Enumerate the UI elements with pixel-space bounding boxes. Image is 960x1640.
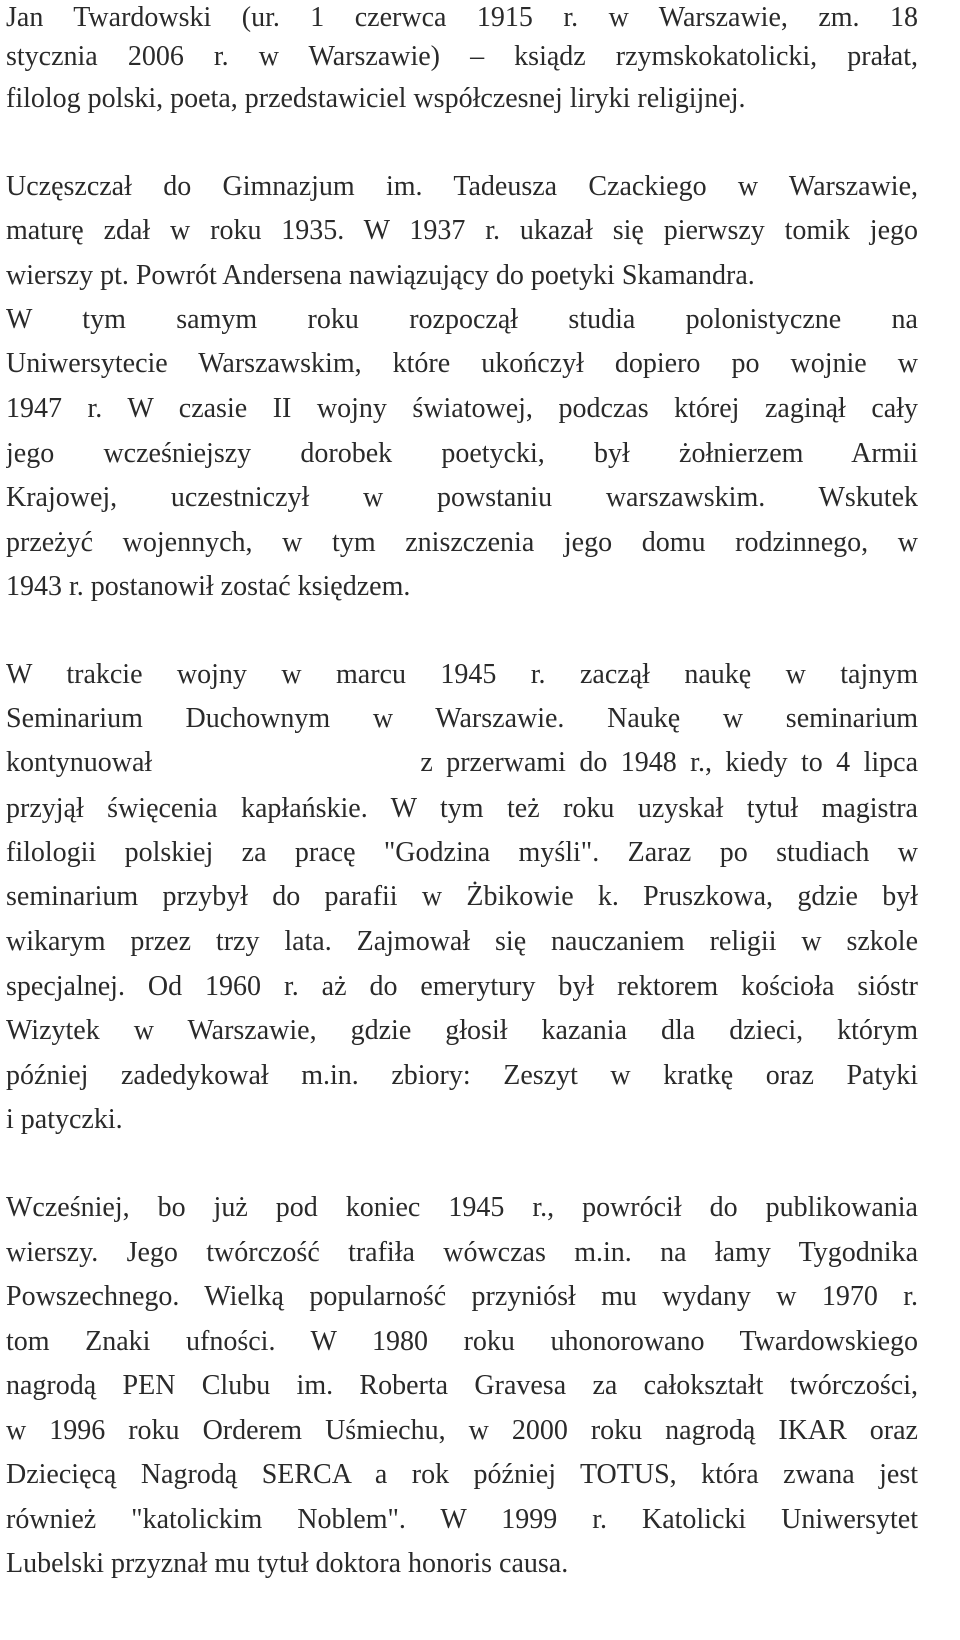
text-line: 1943 r. postanowił zostać księdzem.: [6, 571, 411, 602]
text-line: nagrodą PEN Clubu im. Roberta Gravesa za całokształt twórczości,: [6, 1370, 918, 1401]
text-line: później zadedykował m.in. zbiory: Zeszyt w kratkę oraz Patyki: [6, 1060, 918, 1091]
text-line: Wcześniej, bo już pod koniec 1945 r., powrócił do publikowania: [6, 1192, 918, 1223]
text-line: Uczęszczał do Gimnazjum im. Tadeusza Czackiego w Warszawie,: [6, 171, 918, 202]
text-line: przeżyć wojennych, w tym zniszczenia jego domu rodzinnego, w: [6, 527, 918, 558]
text-line: kontynuował z przerwami do 1948 r., kiedy to 4 lipca: [6, 747, 918, 778]
text-line: wikarym przez trzy lata. Zajmował się nauczaniem religii w szkole: [6, 926, 918, 957]
text-line: Wizytek w Warszawie, gdzie głosił kazania dla dzieci, którym: [6, 1015, 918, 1046]
text-line: seminarium przybył do parafii w Żbikowie k. Pruszkowa, gdzie był: [6, 881, 918, 912]
text-line: Seminarium Duchownym w Warszawie. Naukę w seminarium: [6, 703, 918, 734]
text-line: specjalnej. Od 1960 r. aż do emerytury był rektorem kościoła sióstr: [6, 971, 918, 1002]
text-line: Jan Twardowski (ur. 1 czerwca 1915 r. w Warszawie, zm. 18: [6, 2, 918, 33]
text-line: W tym samym roku rozpoczął studia polonistyczne na: [6, 304, 918, 335]
text-line: wierszy pt. Powrót Andersena nawiązujący do poetyki Skamandra.: [6, 260, 755, 291]
text-line: Uniwersytecie Warszawskim, które ukończył dopiero po wojnie w: [6, 348, 918, 379]
text-line: jego wcześniejszy dorobek poetycki, był żołnierzem Armii: [6, 438, 918, 469]
text-line: maturę zdał w roku 1935. W 1937 r. ukazał się pierwszy tomik jego: [6, 215, 918, 246]
text-line: filologii polskiej za pracę "Godzina myśli". Zaraz po studiach w: [6, 837, 918, 868]
text-line: tom Znaki ufności. W 1980 roku uhonorowano Twardowskiego: [6, 1326, 918, 1357]
text-line: Krajowej, uczestniczył w powstaniu warszawskim. Wskutek: [6, 482, 918, 513]
text-line: w 1996 roku Orderem Uśmiechu, w 2000 roku nagrodą IKAR oraz: [6, 1415, 918, 1446]
text-line: i patyczki.: [6, 1104, 123, 1135]
text-line: Powszechnego. Wielką popularność przyniósł mu wydany w 1970 r.: [6, 1281, 918, 1312]
text-line: przyjął święcenia kapłańskie. W tym też roku uzyskał tytuł magistra: [6, 793, 918, 824]
text-line: Dziecięcą Nagrodą SERCA a rok później TOTUS, która zwana jest: [6, 1459, 918, 1490]
text-line: W trakcie wojny w marcu 1945 r. zaczął naukę w tajnym: [6, 659, 918, 690]
text-line: wierszy. Jego twórczość trafiła wówczas m.in. na łamy Tygodnika: [6, 1237, 918, 1268]
text-line: filolog polski, poeta, przedstawiciel współczesnej liryki religijnej.: [6, 83, 746, 114]
text-line: stycznia 2006 r. w Warszawie) – ksiądz rzymskokatolicki, prałat,: [6, 41, 918, 72]
text-line: Lubelski przyznał mu tytuł doktora honoris causa.: [6, 1548, 569, 1579]
text-line: 1947 r. W czasie II wojny światowej, podczas której zaginął cały: [6, 393, 918, 424]
text-line: również "katolickim Noblem". W 1999 r. Katolicki Uniwersytet: [6, 1504, 918, 1535]
